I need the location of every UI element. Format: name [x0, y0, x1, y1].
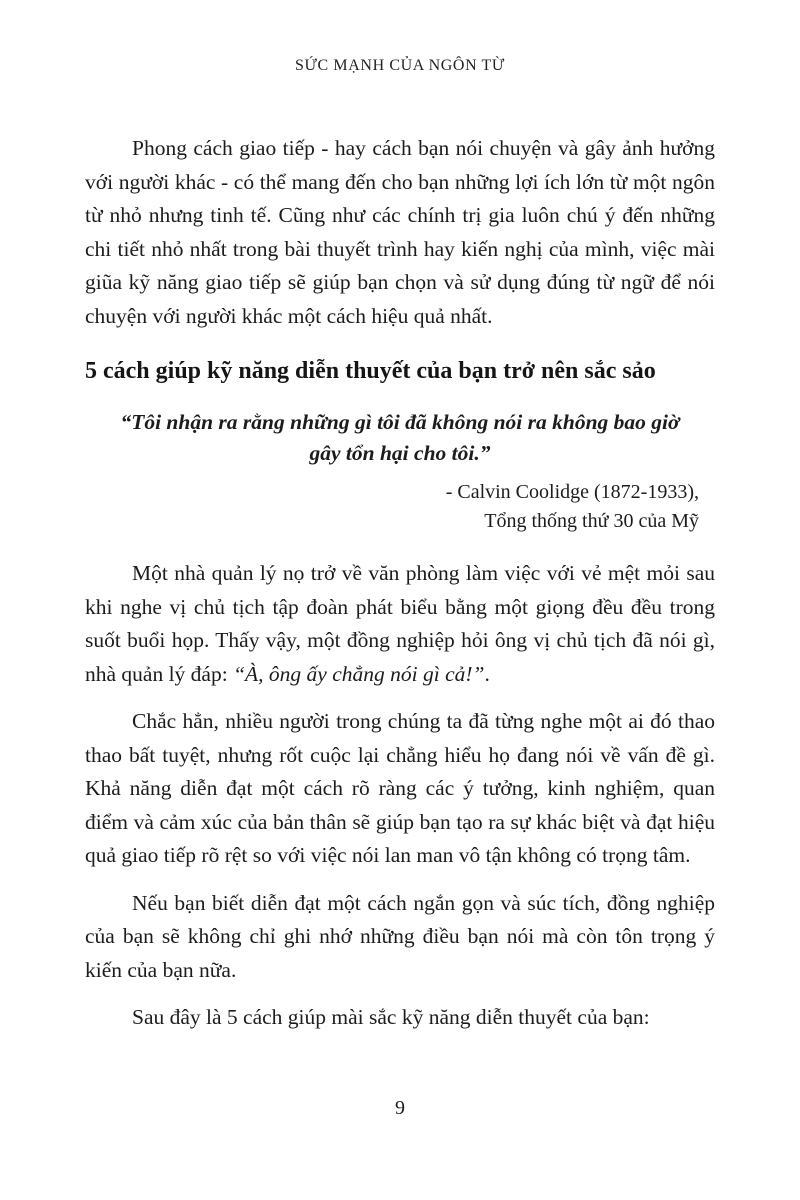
closing-line: Sau đây là 5 cách giúp mài sắc kỹ năng diễn thuyết của bạn: — [132, 1005, 650, 1029]
section-heading: 5 cách giúp kỹ năng diễn thuyết của bạn trở nên sắc sảo — [85, 358, 656, 384]
running-header: SỨC MẠNH CỦA NGÔN TỪ — [295, 57, 505, 74]
page-number: 9 — [395, 1097, 405, 1119]
quote-attribution — [85, 478, 715, 535]
attribution-title-line: Tổng thống thứ 30 của Mỹ — [484, 509, 699, 532]
intro-paragraph: Phong cách giao tiếp - hay cách bạn nói chuyện và gây ảnh hưởng với người khác - có thể mang đến cho bạn những lợi ích lớn từ một ngôn từ nhỏ nhưng tinh tế. Cũng như các chính trị gia luôn chú ý đến những chi tiết nhỏ nhất trong bài thuyết trình hay kiến nghị của mình, việc mài giũa kỹ năng giao tiếp sẽ giúp bạn chọn và sử dụng đúng từ ngữ để nói chuyện với người khác một cách hiệu quả nhất. — [85, 136, 715, 328]
concise-paragraph: Nếu bạn biết diễn đạt một cách ngắn gọn và súc tích, đồng nghiệp của bạn sẽ không chỉ ghi nhớ những điều bạn nói mà còn tôn trọng ý kiến của bạn nữa. — [85, 890, 715, 982]
story-paragraph-tail: . — [484, 661, 490, 686]
epigraph-quote: “Tôi nhận ra rằng những gì tôi đã không nói ra không bao giờ gây tổn hại cho tôi.” — [120, 410, 680, 465]
story-paragraph — [85, 557, 715, 691]
attribution-author-line: - Calvin Coolidge (1872-1933), — [445, 481, 699, 503]
clarity-paragraph: Chắc hẳn, nhiều người trong chúng ta đã từng nghe một ai đó thao thao bất tuyệt, nhưng rốt cuộc lại chẳng hiểu họ đang nói về vấn đề gì. Khả năng diễn đạt một cách rõ ràng các ý tưởng, kinh nghiệm, quan điểm và cảm xúc của bản thân sẽ giúp bạn tạo ra sự khác biệt và đạt hiệu quả giao tiếp rõ rệt so với việc nói lan man vô tận không có trọng tâm. — [85, 709, 715, 867]
story-paragraph-lead: Một nhà quản lý nọ trở về văn phòng làm việc với vẻ mệt mỏi sau khi nghe vị chủ tịch tập đoàn phát biểu bằng một giọng đều đều trong suốt buổi họp. Thấy vậy, một đồng nghiệp hỏi ông vị chủ tịch đã nói gì, nhà quản lý đáp: — [85, 561, 715, 686]
story-paragraph-inline-quote: “À, ông ấy chẳng nói gì cả!” — [233, 661, 485, 686]
